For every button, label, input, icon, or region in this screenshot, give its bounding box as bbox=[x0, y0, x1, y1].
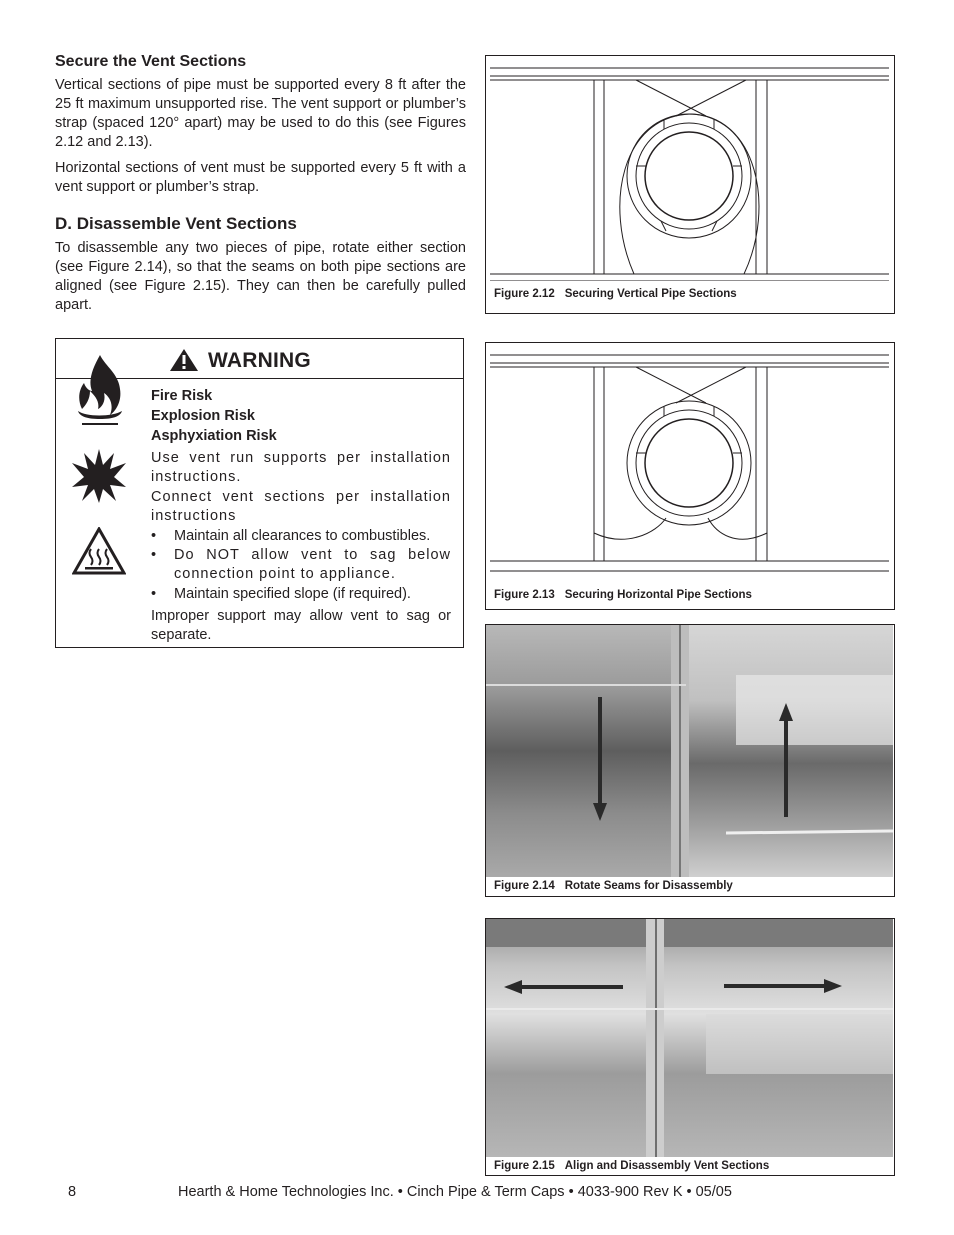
figure-caption bbox=[494, 288, 737, 300]
risk-fire: Fire Risk bbox=[151, 388, 213, 404]
figure-caption bbox=[494, 589, 752, 601]
figure-2-15 bbox=[485, 918, 895, 1176]
warning-line: Use vent run supports per installation instructions. bbox=[151, 450, 451, 485]
figure-2-14 bbox=[485, 624, 895, 897]
paragraph: Horizontal sections of vent must be supported every 5 ft with a vent support or plumber’s strap. bbox=[55, 160, 466, 195]
page-number: 8 bbox=[68, 1184, 77, 1200]
figure-title: Align and Disassembly Vent Sections bbox=[564, 1160, 770, 1172]
hot-surface-icon bbox=[72, 527, 126, 575]
figure-number: Figure 2.15 bbox=[494, 1160, 555, 1172]
figure-number: Figure 2.14 bbox=[494, 880, 555, 892]
warning-bullet: • Do NOT allow vent to sag below connection point to appliance. bbox=[151, 547, 451, 582]
figure-2-12 bbox=[485, 55, 895, 314]
figure-number: Figure 2.12 bbox=[494, 288, 555, 300]
risk-asphyxiation: Asphyxiation Risk bbox=[151, 428, 277, 444]
figure-caption bbox=[494, 880, 733, 892]
paragraph: Vertical sections of pipe must be supported every 8 ft after the 25 ft maximum unsupported rise. The vent support or plumber’s strap (spaced 120° apart) may be used to do this (see Figures 2.12 and 2.13). bbox=[55, 77, 466, 150]
horizontal-pipe-diagram bbox=[486, 343, 893, 575]
figure-title: Rotate Seams for Disassembly bbox=[564, 880, 733, 892]
warning-line: Connect vent sections per installation instructions bbox=[151, 489, 451, 524]
warning-bullet: • Maintain all clearances to combustibles. bbox=[151, 528, 431, 544]
figure-title: Securing Horizontal Pipe Sections bbox=[564, 589, 752, 601]
figure-number: Figure 2.13 bbox=[494, 589, 555, 601]
figure-caption bbox=[494, 1160, 769, 1172]
section-heading: Secure the Vent Sections bbox=[55, 53, 247, 70]
figure-2-13 bbox=[485, 342, 895, 610]
warning-closing: Improper support may allow vent to sag or separate. bbox=[151, 608, 451, 643]
figure-title: Securing Vertical Pipe Sections bbox=[564, 288, 737, 300]
align-seams-photo bbox=[486, 919, 893, 1157]
risk-explosion: Explosion Risk bbox=[151, 408, 255, 424]
explosion-icon bbox=[70, 447, 128, 505]
paragraph: To disassemble any two pieces of pipe, rotate either section (see Figure 2.14), so that the seams on both pipe sections are aligned (see Figure 2.15). They can then be carefully pulled apart. bbox=[55, 240, 466, 313]
section-heading: D. Disassemble Vent Sections bbox=[55, 214, 297, 233]
warning-triangle-icon bbox=[169, 348, 199, 372]
warning-title: WARNING bbox=[208, 349, 311, 372]
footer-text: Hearth & Home Technologies Inc. • Cinch Pipe & Term Caps • 4033-900 Rev K • 05/05 bbox=[178, 1184, 732, 1200]
warning-box bbox=[55, 338, 464, 648]
vertical-pipe-diagram bbox=[486, 56, 893, 281]
rotate-seams-photo bbox=[486, 625, 893, 877]
section-disassemble bbox=[55, 214, 466, 315]
section-secure-vent bbox=[55, 53, 466, 197]
warning-bullet: • Maintain specified slope (if required). bbox=[151, 586, 411, 602]
flame-icon bbox=[72, 353, 128, 431]
